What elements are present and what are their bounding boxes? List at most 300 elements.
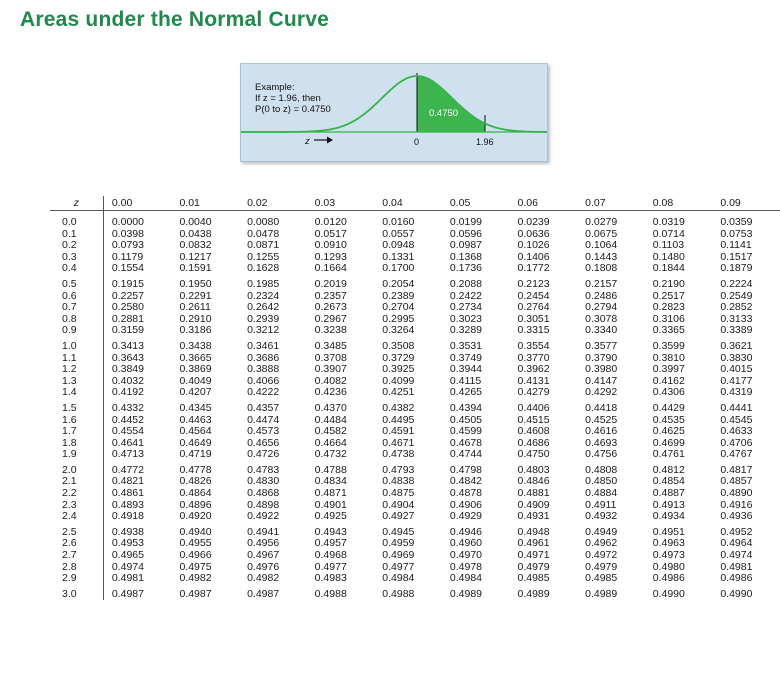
z-table [50, 196, 780, 600]
area-value: 0.0359 [720, 216, 753, 228]
area-value-cell [239, 275, 307, 337]
area-value: 0.2088 [449, 277, 483, 290]
area-value: 0.0596 [449, 227, 483, 240]
area-value-cell [239, 337, 307, 399]
area-value: 0.2995 [382, 312, 415, 325]
area-value: 0.2054 [382, 277, 415, 290]
area-value: 0.4987 [111, 587, 144, 600]
area-value: 0.4980 [652, 560, 685, 573]
area-value: 0.4738 [382, 448, 415, 461]
area-value: 0.4898 [247, 498, 280, 511]
area-value: 0.0239 [517, 216, 550, 228]
area-value: 0.3461 [247, 339, 280, 352]
area-value: 0.4525 [585, 413, 618, 426]
area-value: 0.3686 [247, 351, 280, 364]
z-value-cell [50, 461, 103, 523]
area-value-cell [442, 211, 510, 275]
area-value: 0.1293 [314, 250, 347, 263]
area-value: 0.4452 [111, 413, 144, 426]
area-value-cell [645, 523, 713, 585]
area-value: 0.4986 [652, 572, 685, 585]
z-value: 0.3 [62, 250, 77, 263]
area-value: 0.0199 [449, 216, 483, 228]
area-value: 0.4147 [585, 374, 618, 387]
area-value: 0.3925 [382, 363, 415, 376]
area-value: 0.0793 [111, 239, 144, 252]
area-value: 0.1844 [652, 262, 685, 275]
area-value: 0.4974 [720, 549, 753, 562]
z-value: 0.7 [62, 301, 77, 314]
area-value: 0.4719 [179, 448, 212, 461]
column-header: 0.08 [645, 196, 713, 211]
area-value: 0.1480 [652, 250, 685, 263]
area-value: 0.4671 [382, 436, 415, 449]
area-value: 0.4826 [179, 475, 212, 488]
z-value: 1.8 [62, 436, 77, 449]
area-value: 0.4744 [449, 448, 483, 461]
area-value: 0.4162 [652, 374, 685, 387]
area-value: 0.1368 [449, 250, 483, 263]
column-header: 0.04 [374, 196, 442, 211]
area-value: 0.3212 [247, 324, 280, 337]
area-value: 0.3790 [585, 351, 618, 364]
area-value: 0.0120 [314, 216, 347, 228]
area-value: 0.1554 [111, 262, 144, 275]
area-value-cell [374, 585, 442, 601]
z-value: 1.7 [62, 425, 77, 438]
area-value: 0.4608 [517, 425, 550, 438]
area-value-cell [442, 399, 510, 461]
area-value-cell [307, 275, 375, 337]
area-value: 0.4265 [449, 386, 483, 399]
z-value: 2.9 [62, 572, 77, 585]
area-value: 0.2823 [652, 301, 685, 314]
area-value-cell [442, 275, 510, 337]
area-value: 0.2704 [382, 301, 415, 314]
area-value: 0.4332 [111, 401, 144, 414]
area-value: 0.4778 [179, 463, 212, 476]
area-value: 0.0160 [382, 216, 415, 228]
area-value: 0.3238 [314, 324, 347, 337]
area-value: 0.4495 [382, 413, 415, 426]
area-value: 0.2910 [179, 312, 212, 325]
area-value: 0.0910 [314, 239, 347, 252]
area-value: 0.4582 [314, 425, 347, 438]
z-value: 0.8 [62, 312, 77, 325]
example-text [255, 82, 331, 115]
area-value: 0.0040 [179, 216, 212, 228]
area-value: 0.4955 [179, 537, 212, 550]
area-value: 0.4982 [179, 572, 212, 585]
area-value: 0.3749 [449, 351, 483, 364]
area-value: 0.1879 [720, 262, 753, 275]
column-header: 0.03 [307, 196, 375, 211]
area-value-cell [645, 275, 713, 337]
area-value: 0.4896 [179, 498, 212, 511]
area-value: 0.4901 [314, 498, 347, 511]
area-value: 0.4808 [585, 463, 618, 476]
area-value: 0.4984 [449, 572, 483, 585]
axis-zero-label: 0 [414, 137, 420, 147]
area-value: 0.4082 [314, 374, 347, 387]
column-header: 0.09 [712, 196, 780, 211]
area-value: 0.4292 [585, 386, 618, 399]
area-value: 0.0987 [449, 239, 483, 252]
area-value: 0.4236 [314, 386, 347, 399]
area-value-cell [374, 399, 442, 461]
area-value: 0.4977 [382, 560, 415, 573]
area-value: 0.4925 [314, 510, 347, 523]
area-value: 0.4686 [517, 436, 550, 449]
area-value: 0.4788 [314, 463, 347, 476]
z-value: 1.0 [62, 339, 77, 352]
area-value: 0.4798 [449, 463, 483, 476]
area-value: 0.4988 [314, 587, 347, 600]
area-value: 0.3264 [382, 324, 415, 337]
area-value: 0.4564 [179, 425, 212, 438]
area-value: 0.2123 [517, 277, 550, 290]
area-value: 0.4306 [652, 386, 685, 399]
z-column-header: z [50, 196, 103, 211]
area-value-cell [374, 523, 442, 585]
area-value-cell [307, 461, 375, 523]
area-value: 0.3531 [449, 339, 483, 352]
z-value: 0.4 [62, 262, 77, 275]
area-value: 0.0753 [720, 227, 753, 240]
area-value: 0.4761 [652, 448, 685, 461]
z-value: 1.5 [62, 401, 77, 414]
area-value: 0.4406 [517, 401, 550, 414]
area-value: 0.4941 [247, 525, 280, 538]
area-value: 0.3315 [517, 324, 550, 337]
area-value: 0.4750 [517, 448, 550, 461]
area-value: 0.4649 [179, 436, 212, 449]
z-value: 1.1 [62, 351, 77, 364]
area-value-cell [171, 337, 239, 399]
area-value: 0.4967 [247, 549, 280, 562]
area-value: 0.4989 [585, 587, 618, 600]
area-value: 0.4953 [111, 537, 144, 550]
area-value: 0.4783 [247, 463, 280, 476]
example-line-3: P(0 to z) = 0.4750 [255, 104, 331, 115]
area-value-cell [171, 585, 239, 601]
table-row-group [50, 523, 780, 585]
area-value: 0.4545 [720, 413, 753, 426]
area-value: 0.2190 [652, 277, 685, 290]
area-value: 0.3643 [111, 351, 144, 364]
area-value: 0.3389 [720, 324, 753, 337]
z-value: 2.6 [62, 537, 77, 550]
area-value-cell [374, 337, 442, 399]
area-value: 0.2019 [314, 277, 347, 290]
area-value: 0.3980 [585, 363, 618, 376]
area-value: 0.4990 [652, 587, 685, 600]
area-value: 0.3159 [111, 324, 144, 337]
area-value: 0.4864 [179, 487, 212, 500]
area-value: 0.4918 [111, 510, 144, 523]
area-value: 0.4881 [517, 487, 550, 500]
area-value: 0.3944 [449, 363, 483, 376]
area-value: 0.2794 [585, 301, 618, 314]
area-value: 0.3770 [517, 351, 550, 364]
area-value: 0.4987 [247, 587, 280, 600]
z-value: 2.5 [62, 525, 77, 538]
area-value: 0.2939 [247, 312, 280, 325]
area-value: 0.4699 [652, 436, 685, 449]
area-value-cell [577, 523, 645, 585]
area-value: 0.4713 [111, 448, 144, 461]
area-value: 0.4961 [517, 537, 550, 550]
area-value: 0.4817 [720, 463, 753, 476]
area-value: 0.0517 [314, 227, 347, 240]
area-value: 0.4969 [382, 549, 415, 562]
area-value-cell [103, 211, 171, 275]
area-value: 0.4981 [720, 560, 753, 573]
area-value: 0.3051 [517, 312, 550, 325]
column-header: 0.02 [239, 196, 307, 211]
area-value-cell [577, 585, 645, 601]
area-value: 0.4394 [449, 401, 483, 414]
area-value: 0.4963 [652, 537, 685, 550]
area-value: 0.2324 [247, 289, 280, 302]
area-value: 0.1808 [585, 262, 618, 275]
area-value: 0.4983 [314, 572, 347, 585]
table-row-group [50, 585, 780, 601]
area-value: 0.0319 [652, 216, 685, 228]
area-value: 0.4772 [111, 463, 144, 476]
area-value-cell [307, 523, 375, 585]
area-value: 0.4099 [382, 374, 415, 387]
area-value: 0.3708 [314, 351, 347, 364]
area-value: 0.4861 [111, 487, 144, 500]
area-value: 0.4906 [449, 498, 483, 511]
area-value: 0.4535 [652, 413, 685, 426]
area-value: 0.4222 [247, 386, 280, 399]
area-value: 0.4793 [382, 463, 415, 476]
area-value: 0.4573 [247, 425, 280, 438]
area-value-cell [712, 337, 780, 399]
area-value-cell [645, 585, 713, 601]
area-value: 0.4251 [382, 386, 415, 399]
column-header: 0.00 [103, 196, 171, 211]
area-value: 0.4177 [720, 374, 753, 387]
area-value-cell [239, 523, 307, 585]
area-value: 0.3849 [111, 363, 144, 376]
area-value: 0.4989 [449, 587, 483, 600]
z-value: 2.2 [62, 487, 77, 500]
area-value: 0.4871 [314, 487, 347, 500]
area-value: 0.4936 [720, 510, 753, 523]
area-value-cell [374, 275, 442, 337]
area-value-cell [307, 211, 375, 275]
column-header: 0.05 [442, 196, 510, 211]
area-value: 0.2357 [314, 289, 347, 302]
z-value: 2.3 [62, 498, 77, 511]
area-value-cell [171, 399, 239, 461]
area-value-cell [510, 399, 578, 461]
area-value: 0.4656 [247, 436, 280, 449]
area-value: 0.4830 [247, 475, 280, 488]
area-value: 0.3413 [111, 339, 144, 352]
area-value: 0.4756 [585, 448, 618, 461]
area-value: 0.4979 [517, 560, 550, 573]
shaded-area [417, 76, 485, 132]
area-value: 0.4960 [449, 537, 483, 550]
area-value: 0.4767 [720, 448, 753, 461]
area-value: 0.4625 [652, 425, 685, 438]
area-value: 0.2580 [111, 301, 144, 314]
area-value: 0.4463 [179, 413, 212, 426]
area-value-cell [171, 211, 239, 275]
area-value: 0.3508 [382, 339, 415, 352]
area-value: 0.4962 [585, 537, 618, 550]
area-value: 0.4875 [382, 487, 415, 500]
area-value: 0.1628 [247, 262, 280, 275]
area-value: 0.4972 [585, 549, 618, 562]
area-value: 0.2642 [247, 301, 280, 314]
area-value-cell [103, 337, 171, 399]
area-value: 0.4726 [247, 448, 280, 461]
area-value: 0.4032 [111, 374, 144, 387]
area-value: 0.4279 [517, 386, 550, 399]
area-value: 0.4706 [720, 436, 753, 449]
area-value: 0.0478 [247, 227, 280, 240]
z-value: 2.7 [62, 549, 77, 562]
area-value: 0.0636 [517, 227, 550, 240]
z-value: 1.6 [62, 413, 77, 426]
axis-z-label: 1.96 [476, 137, 494, 147]
area-value: 0.1517 [720, 250, 753, 263]
area-value: 0.1664 [314, 262, 347, 275]
area-value: 0.1141 [720, 239, 752, 252]
area-value: 0.3186 [179, 324, 212, 337]
area-value: 0.3577 [585, 339, 618, 352]
area-value: 0.4803 [517, 463, 550, 476]
area-value: 0.1985 [247, 277, 280, 290]
area-value-cell [374, 211, 442, 275]
area-value: 0.4968 [314, 549, 347, 562]
area-value: 0.3830 [720, 351, 753, 364]
area-value: 0.3133 [720, 312, 753, 325]
area-value: 0.4732 [314, 448, 347, 461]
area-value-cell [712, 461, 780, 523]
area-value: 0.1591 [179, 262, 212, 275]
area-value: 0.4966 [179, 549, 212, 562]
area-value-cell [577, 337, 645, 399]
area-value: 0.4554 [111, 425, 144, 438]
area-value: 0.2881 [111, 312, 144, 325]
area-value: 0.2224 [720, 277, 753, 290]
area-value: 0.4927 [382, 510, 415, 523]
area-value-cell [239, 211, 307, 275]
z-value: 0.5 [62, 277, 77, 290]
area-value: 0.1700 [382, 262, 415, 275]
area-value: 0.4922 [247, 510, 280, 523]
area-value: 0.4049 [179, 374, 212, 387]
area-value: 0.4887 [652, 487, 685, 500]
area-value: 0.4878 [449, 487, 483, 500]
area-value-cell [239, 585, 307, 601]
area-value: 0.0398 [111, 227, 144, 240]
area-value-cell [442, 585, 510, 601]
area-value: 0.4938 [111, 525, 144, 538]
area-value: 0.3485 [314, 339, 347, 352]
z-value: 2.0 [62, 463, 77, 476]
z-value-cell [50, 585, 103, 601]
area-value: 0.2734 [449, 301, 483, 314]
z-value: 1.9 [62, 448, 77, 461]
area-value-cell [577, 461, 645, 523]
area-value: 0.4965 [111, 549, 144, 562]
area-value-cell [645, 461, 713, 523]
area-value: 0.4929 [449, 510, 483, 523]
area-value: 0.3869 [179, 363, 212, 376]
area-value: 0.3078 [585, 312, 618, 325]
area-value-cell [442, 337, 510, 399]
area-value: 0.4515 [517, 413, 550, 426]
area-value: 0.4370 [314, 401, 347, 414]
area-value: 0.4846 [517, 475, 550, 488]
area-value: 0.4940 [179, 525, 212, 538]
area-value: 0.4678 [449, 436, 483, 449]
area-value-cell [510, 523, 578, 585]
area-value: 0.4441 [720, 401, 753, 414]
area-value-cell [645, 399, 713, 461]
area-value: 0.4192 [111, 386, 144, 399]
area-value: 0.4641 [111, 436, 144, 449]
area-value: 0.4976 [247, 560, 280, 573]
area-value: 0.4382 [382, 401, 415, 414]
area-value: 0.2422 [449, 289, 483, 302]
area-value: 0.4974 [111, 560, 144, 573]
z-value: 0.2 [62, 239, 77, 252]
area-value: 0.4916 [720, 498, 753, 511]
area-value-cell [103, 275, 171, 337]
area-value: 0.3340 [585, 324, 618, 337]
area-value-cell [171, 275, 239, 337]
area-value: 0.4821 [111, 475, 144, 488]
area-value-cell [307, 399, 375, 461]
area-value: 0.4973 [652, 549, 685, 562]
area-value-cell [645, 337, 713, 399]
area-value: 0.4015 [720, 363, 753, 376]
area-value: 0.1736 [449, 262, 483, 275]
area-value-cell [103, 523, 171, 585]
area-value: 0.4990 [720, 587, 753, 600]
area-value: 0.2673 [314, 301, 347, 314]
z-value-cell [50, 337, 103, 399]
area-value: 0.1217 [179, 250, 212, 263]
area-value: 0.2157 [585, 277, 618, 290]
area-value: 0.4951 [652, 525, 685, 538]
area-value: 0.4664 [314, 436, 347, 449]
area-value: 0.4319 [720, 386, 753, 399]
area-value: 0.2549 [720, 289, 753, 302]
area-value: 0.4971 [517, 549, 550, 562]
area-value: 0.3438 [179, 339, 212, 352]
table-row-group [50, 399, 780, 461]
area-value: 0.0832 [179, 239, 212, 252]
area-value: 0.2852 [720, 301, 753, 314]
area-value: 0.4987 [179, 587, 212, 600]
z-value: 1.2 [62, 363, 77, 376]
area-value-cell [712, 211, 780, 275]
area-value: 0.4633 [720, 425, 753, 438]
area-value: 0.1772 [517, 262, 550, 275]
area-value: 0.4949 [585, 525, 618, 538]
area-value: 0.4986 [720, 572, 753, 585]
area-value: 0.4959 [382, 537, 415, 550]
